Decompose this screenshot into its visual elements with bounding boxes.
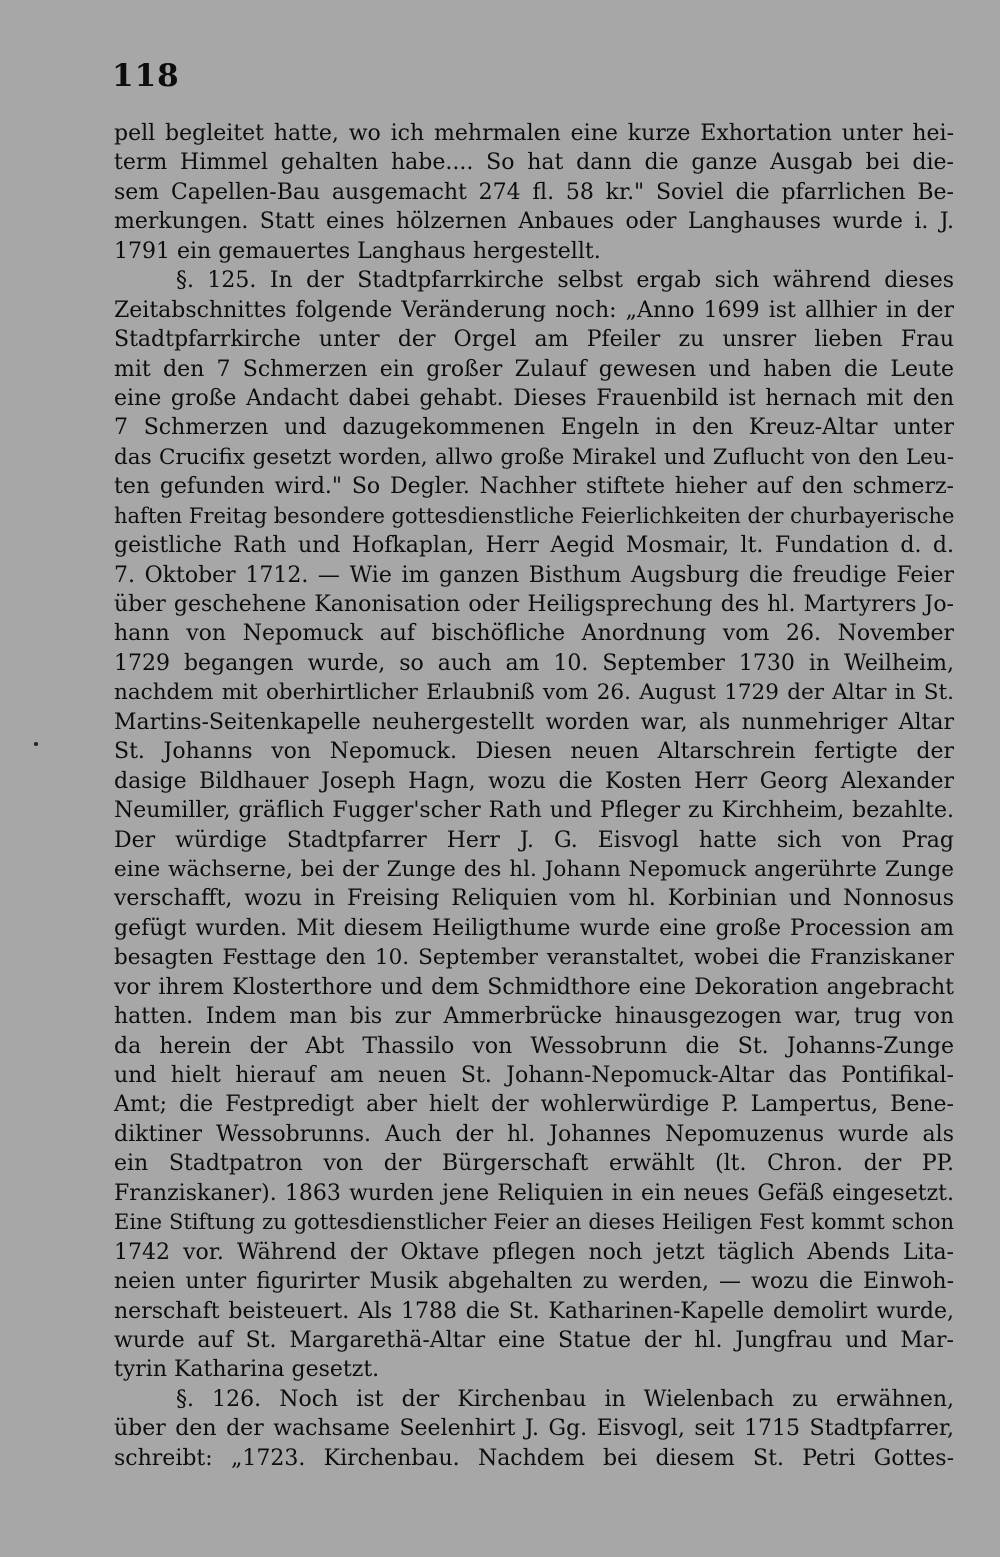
- text-line: Neumiller, gräflich Fugger'scher Rath und Pfleger zu Kirchheim, bezahlte.: [114, 798, 954, 824]
- margin-dot-mark: [34, 742, 38, 746]
- text-line: Franziskaner). 1863 wurden jene Reliquien in ein neues Gefäß eingesetzt.: [114, 1180, 954, 1206]
- text-line: schreibt: „1723. Kirchenbau. Nachdem bei diesem St. Petri Gottes-: [114, 1445, 954, 1471]
- paragraph-126-start: §. 126. Noch ist der Kirchenbau in Wielenbach zu erwähnen,: [176, 1386, 954, 1412]
- text-line: nerschaft beisteuert. Als 1788 die St. Katharinen-Kapelle demolirt wurde,: [114, 1298, 954, 1324]
- text-line: ten gefunden wird." So Degler. Nachher stiftete hieher auf den schmerz-: [114, 474, 954, 500]
- body-text: [114, 119, 954, 1473]
- text-line: mit den 7 Schmerzen ein großer Zulauf gewesen und haben die Leute: [114, 356, 954, 382]
- text-line: hatten. Indem man bis zur Ammerbrücke hinausgezogen war, trug von: [114, 1004, 954, 1030]
- page-number: 118: [112, 58, 180, 94]
- text-line: merkungen. Statt eines hölzernen Anbaues oder Langhauses wurde i. J.: [114, 209, 954, 235]
- text-line: diktiner Wessobrunns. Auch der hl. Johannes Nepomuzenus wurde als: [114, 1121, 954, 1147]
- text-line: eine wächserne, bei der Zunge des hl. Johann Nepomuck angerührte Zunge: [114, 856, 954, 882]
- text-line: pell begleitet hatte, wo ich mehrmalen eine kurze Exhortation unter hei-: [114, 121, 954, 146]
- text-line: wurde auf St. Margarethä-Altar eine Statue der hl. Jungfrau und Mar-: [114, 1327, 954, 1353]
- text-line: term Himmel gehalten habe.... So hat dann die ganze Ausgab bei die-: [114, 150, 954, 176]
- text-line: hann von Nepomuck auf bischöfliche Anordnung vom 26. November: [114, 621, 954, 647]
- text-line: ein Stadtpatron von der Bürgerschaft erwählt (lt. Chron. der PP.: [114, 1151, 954, 1177]
- text-line: über den der wachsame Seelenhirt J. Gg. Eisvogl, seit 1715 Stadtpfarrer,: [114, 1416, 954, 1442]
- text-line: Stadtpfarrkirche unter der Orgel am Pfeiler zu unsrer lieben Frau: [114, 327, 954, 353]
- text-line: das Crucifix gesetzt worden, allwo große Mirakel und Zuflucht von den Leu-: [114, 444, 954, 470]
- text-line: Amt; die Festpredigt aber hielt der wohlerwürdige P. Lampertus, Bene-: [114, 1092, 954, 1118]
- text-line: Der würdige Stadtpfarrer Herr J. G. Eisvogl hatte sich von Prag: [114, 827, 954, 853]
- text-line: verschafft, wozu in Freising Reliquien vom hl. Korbinian und Nonnosus: [114, 886, 954, 912]
- text-line: 1742 vor. Während der Oktave pflegen noch jetzt täglich Abends Lita-: [114, 1239, 954, 1265]
- text-line: haften Freitag besondere gottesdienstliche Feierlichkeiten der churbayerische: [114, 503, 955, 528]
- text-line: 1729 begangen wurde, so auch am 10. September 1730 in Weilheim,: [114, 650, 954, 676]
- text-line: dasige Bildhauer Joseph Hagn, wozu die Kosten Herr Georg Alexander: [114, 768, 954, 794]
- text-line: besagten Festtage den 10. September veranstaltet, wobei die Franziskaner: [114, 945, 954, 971]
- text-line: eine große Andacht dabei gehabt. Dieses Frauenbild ist hernach mit den: [114, 385, 954, 411]
- text-line: und hielt hierauf am neuen St. Johann-Nepomuck-Altar das Pontifikal-: [114, 1063, 954, 1088]
- paragraph-125-start: §. 125. In der Stadtpfarrkirche selbst ergab sich während dieses: [176, 268, 954, 294]
- text-line: gefügt wurden. Mit diesem Heiligthume wurde eine große Procession am: [114, 915, 954, 941]
- text-line: da herein der Abt Thassilo von Wessobrunn die St. Johanns-Zunge: [114, 1033, 954, 1059]
- text-line: 7 Schmerzen und dazugekommenen Engeln in den Kreuz-Altar unter: [114, 415, 954, 441]
- text-line: neien unter figurirter Musik abgehalten zu werden, — wozu die Einwoh-: [114, 1269, 954, 1295]
- text-line: sem Capellen-Bau ausgemacht 274 fl. 58 kr." Soviel die pfarrlichen Be-: [114, 179, 954, 205]
- text-line: geistliche Rath und Hofkaplan, Herr Aegid Mosmair, lt. Fundation d. d.: [114, 533, 954, 559]
- text-line: Eine Stiftung zu gottesdienstlicher Feier an dieses Heiligen Fest kommt schon: [114, 1210, 954, 1235]
- text-line: 1791 ein gemauertes Langhaus hergestellt.: [114, 238, 601, 264]
- text-line: tyrin Katharina gesetzt.: [114, 1357, 380, 1383]
- text-line: vor ihrem Klosterthore und dem Schmidthore eine Dekoration angebracht: [114, 974, 954, 1000]
- text-line: Martins-Seitenkapelle neuhergestellt worden war, als nunmehriger Altar: [114, 709, 954, 735]
- text-line: St. Johanns von Nepomuck. Diesen neuen Altarschrein fertigte der: [114, 739, 954, 765]
- text-line: nachdem mit oberhirtlicher Erlaubniß vom 26. August 1729 der Altar in St.: [114, 680, 954, 706]
- text-line: Zeitabschnittes folgende Veränderung noch: „Anno 1699 ist allhier in der: [114, 297, 954, 323]
- text-line: 7. Oktober 1712. — Wie im ganzen Bisthum Augsburg die freudige Feier: [114, 562, 954, 588]
- text-line: über geschehene Kanonisation oder Heiligsprechung des hl. Martyrers Jo-: [114, 592, 954, 617]
